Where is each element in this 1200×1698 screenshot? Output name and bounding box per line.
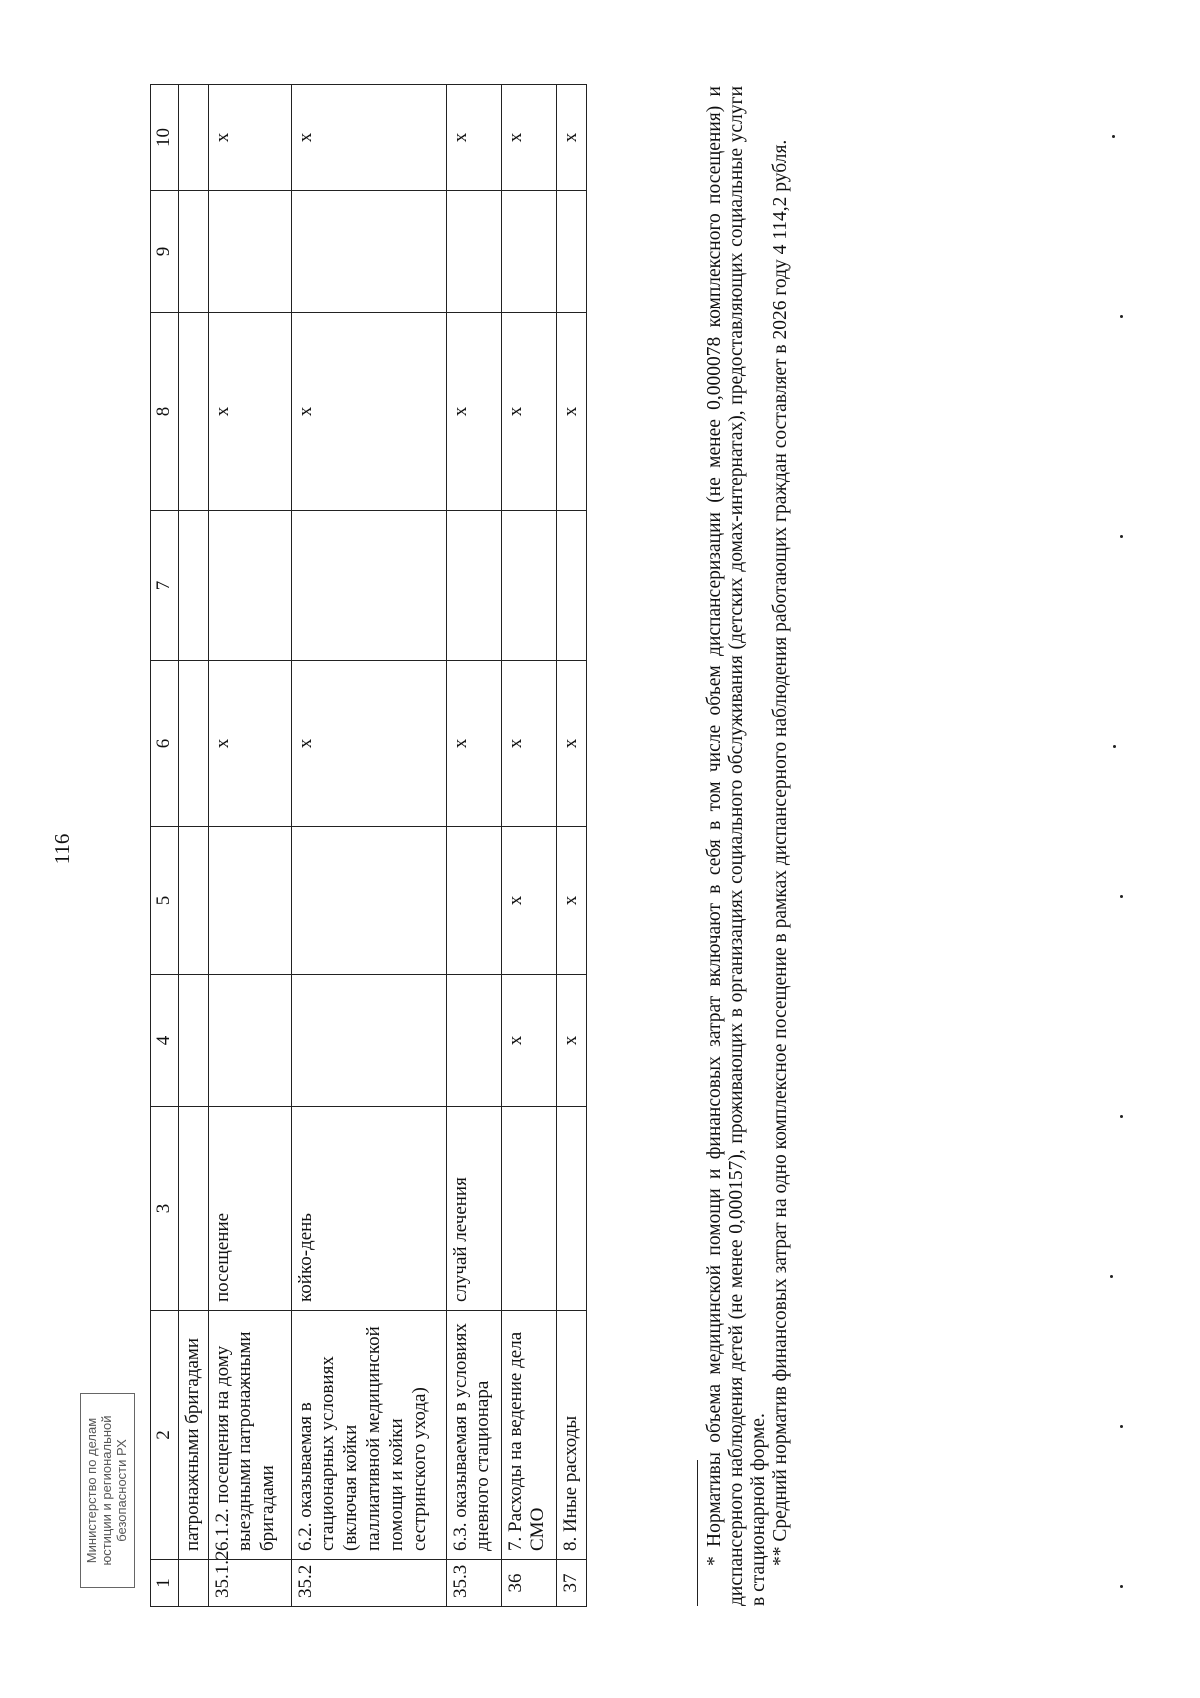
cell-value [291, 827, 446, 975]
cell-value [291, 975, 446, 1107]
cell-value: x [291, 313, 446, 511]
scan-dot [1120, 1585, 1123, 1588]
cell-value: x [556, 313, 586, 511]
cell-value: x [208, 661, 291, 827]
cell-no: 35.2 [291, 1560, 446, 1607]
cell-unit: койко-день [291, 1107, 446, 1311]
scan-dot [1120, 315, 1123, 318]
cell-value: x [446, 313, 501, 511]
ministry-stamp [80, 1393, 135, 1588]
header-cell: 9 [151, 191, 179, 313]
header-cell: 3 [151, 1107, 179, 1311]
scan-dot [1113, 745, 1116, 748]
cell-value: x [208, 313, 291, 511]
cell-value [208, 827, 291, 975]
normatives-table [150, 84, 587, 1607]
scan-dot [1112, 135, 1115, 138]
header-cell: 8 [151, 313, 179, 511]
cell-value: x [501, 85, 556, 191]
cell-value: x [556, 661, 586, 827]
scan-dot [1120, 1115, 1123, 1118]
scan-dot [1120, 1425, 1123, 1428]
cell-value [446, 511, 501, 661]
cell-unit: посещение [208, 1107, 291, 1311]
cell-value [556, 191, 586, 313]
cell-name: 6.2. оказываемая в стационарных условиях (включая койки паллиативной медицинской помощи и койки сестринского ухода) [291, 1311, 446, 1560]
cell-value: x [501, 827, 556, 975]
cell-value: x [291, 661, 446, 827]
cell-value: x [291, 85, 446, 191]
cell-value [291, 191, 446, 313]
cell-value: x [446, 85, 501, 191]
cell-value: x [208, 85, 291, 191]
cell-no: 35.1.2 [208, 1560, 291, 1607]
stamp-line: юстиции и региональной [99, 1415, 114, 1566]
scan-dot [1110, 1275, 1113, 1278]
header-cell: 1 [151, 1560, 179, 1607]
table-row [208, 85, 291, 1607]
cell-no: 36 [501, 1560, 556, 1607]
cell-value: x [556, 827, 586, 975]
footnotes [697, 86, 792, 1606]
scan-dot [1120, 895, 1123, 898]
cell-no: 37 [556, 1560, 586, 1607]
stamp-line: Министерство по делам [84, 1417, 99, 1564]
table-row [446, 85, 501, 1607]
table-header-row [151, 85, 179, 1607]
header-cell: 10 [151, 85, 179, 191]
header-cell: 2 [151, 1311, 179, 1560]
header-cell: 6 [151, 661, 179, 827]
cell-value: x [501, 313, 556, 511]
cell-value: x [501, 661, 556, 827]
table-row [556, 85, 586, 1607]
table-row [291, 85, 446, 1607]
header-cell: 4 [151, 975, 179, 1107]
cell-unit [556, 1107, 586, 1311]
header-cell: 5 [151, 827, 179, 975]
page-number: 116 [50, 833, 74, 865]
cell-name: 7. Расходы на ведение дела СМО [501, 1311, 556, 1560]
stamp-line: безопасности РХ [114, 1439, 129, 1542]
cell-no: 35.3 [446, 1560, 501, 1607]
scan-dot [1120, 535, 1123, 538]
cell-value [446, 975, 501, 1107]
cell-value [501, 191, 556, 313]
cell-name: 6.1.2. посещения на дому выездными патронажными бригадами [208, 1311, 291, 1560]
cell-unit [501, 1107, 556, 1311]
footnote-rule [697, 1460, 698, 1606]
header-cell: 7 [151, 511, 179, 661]
continuation-row [178, 85, 208, 1607]
cell-value: x [556, 85, 586, 191]
cell-value [208, 191, 291, 313]
cell-no [178, 1560, 208, 1607]
cell-unit: случай лечения [446, 1107, 501, 1311]
cell-value: x [501, 975, 556, 1107]
cell-value [208, 975, 291, 1107]
cell-value: x [556, 975, 586, 1107]
cell-value [208, 511, 291, 661]
cell-value [501, 511, 556, 661]
table-row [501, 85, 556, 1607]
footnote-2: ** Средний норматив финансовых затрат на одно комплексное посещение в рамках диспансерного наблюдения работающих граждан составляет в 2026 году 4 114,2 рубля. [770, 139, 791, 1566]
cell-value [446, 191, 501, 313]
cell-name: 8. Иные расходы [556, 1311, 586, 1560]
cell-name: патронажными бригадами [178, 1311, 208, 1560]
footnote-1: * Нормативы объема медицинской помощи и финансовых затрат включают в себя в том числе объем диспансеризации (не менее 0,000078 комплексного посещения) и диспансерного наблюдения детей (не менее 0,000157), проживающих в организациях социального обслуживания (детских домах-интернатах), предоставляющих социальные услуги в стационарной форме. [704, 86, 769, 1606]
cell-value [291, 511, 446, 661]
cell-value [446, 827, 501, 975]
cell-value [556, 511, 586, 661]
cell-value: x [446, 661, 501, 827]
cell-name: 6.3. оказываемая в условиях дневного стационара [446, 1311, 501, 1560]
